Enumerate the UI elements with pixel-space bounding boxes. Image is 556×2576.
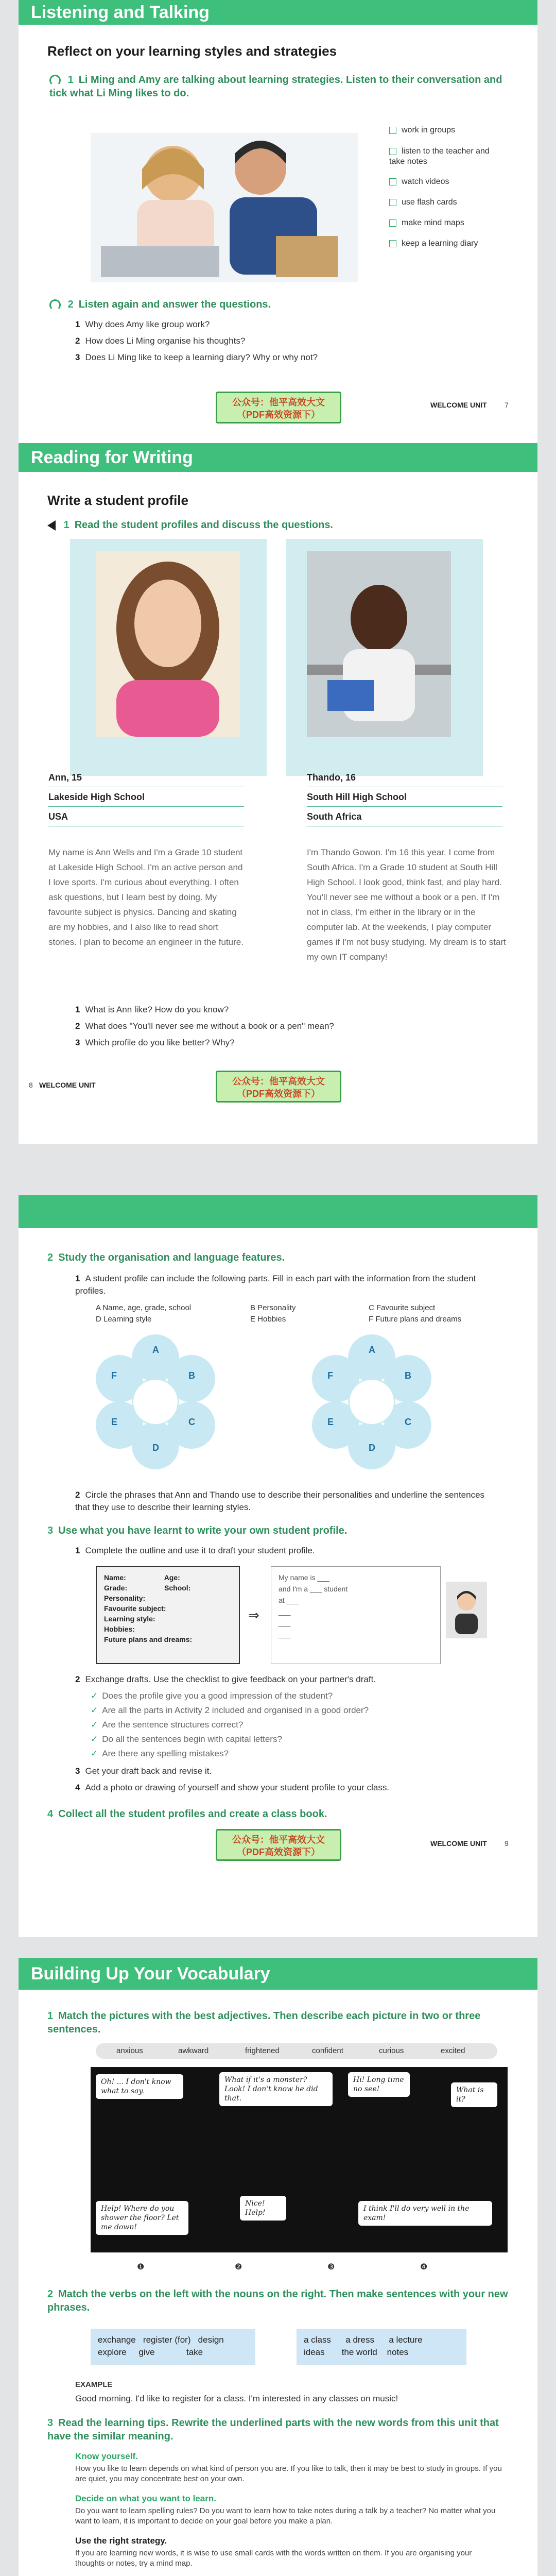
sub-item: 4 Add a photo or drawing of yourself and show your student profile to your class. <box>75 1783 390 1792</box>
profile-table-thando: Thando, 16 South Hill High School South Africa <box>307 768 502 826</box>
question-item: 2 What does "You'll never see me without a book or a pen" mean? <box>75 1021 334 1031</box>
checklist-item[interactable]: make mind maps <box>389 218 464 228</box>
checklist-item: ✓ Are there any spelling mistakes? <box>91 1749 229 1758</box>
arrow-icon: ⇒ <box>248 1607 259 1623</box>
speech-bubble: Help! Where do you shower the floor? Let me down! <box>96 2201 188 2235</box>
part-item: F Future plans and dreams <box>369 1315 462 1324</box>
speech-bubble: Hi! Long time no see! <box>348 2072 410 2097</box>
checklist-item: ✓ Do all the sentences begin with capital letters? <box>91 1734 282 1744</box>
part-item: C Favourite subject <box>369 1303 436 1312</box>
photo-ann <box>96 551 240 737</box>
outline-form[interactable]: Name: Age: Grade: School: Personality: Favourite subject: Learning style: Hobbies: Future plans and dreams: <box>96 1566 240 1664</box>
question-1: 1 Read the student profiles and discuss the questions. <box>47 519 333 531</box>
verbs-box: exchange register (for) design explore give take <box>91 2329 255 2365</box>
sub-item: 3 Get your draft back and revise it. <box>75 1766 212 1776</box>
question-1: 1 Li Ming and Amy are talking about learning strategies. Listen to their conversation and tick what Li Ming likes to do. <box>49 74 502 99</box>
part-item: D Learning style <box>96 1315 152 1324</box>
sub-item: 1 Complete the outline and use it to draft your student profile. <box>75 1546 315 1555</box>
example-text: Good morning. I'd like to register for a class. I'm interested in any classes on music! <box>75 2394 398 2403</box>
section-band: Building Up Your Vocabulary <box>19 1958 537 1990</box>
checklist-item[interactable]: watch videos <box>389 177 449 187</box>
footer-label: WELCOME UNIT <box>430 1839 487 1848</box>
question-2: 2 Match the verbs on the left with the nouns on the right. Then make sentences with your new phrases. <box>47 2289 508 2313</box>
tip-body: If you are learning new words, it is wise to use small cards with the words written on them. If you are organising your thoughts or notes, try a mind map. <box>75 2549 472 2568</box>
section-heading: Write a student profile <box>47 493 188 508</box>
part-item: B Personality <box>250 1303 296 1312</box>
checklist-item[interactable]: work in groups <box>389 126 455 135</box>
sub-item: 1 A student profile can include the following parts. Fill in each part with the information from the student profiles. <box>75 1274 476 1296</box>
avatar-icon <box>446 1582 487 1638</box>
speech-bubble: I think I'll do very well in the exam! <box>358 2201 492 2226</box>
section-band-blank <box>19 1195 537 1228</box>
speech-bubble: Oh! ... I don't know what to say. <box>96 2074 183 2099</box>
section-band: Listening and Talking <box>19 0 537 25</box>
part-item: E Hobbies <box>250 1315 286 1324</box>
comic-panel <box>91 2067 508 2252</box>
illustration-students <box>91 112 358 282</box>
example-label: EXAMPLE <box>75 2380 113 2389</box>
speech-bubble: Nice! Help! <box>240 2196 286 2221</box>
profile-table-ann: Ann, 15 Lakeside High School USA <box>48 768 244 826</box>
page-number: 9 <box>505 1839 509 1848</box>
question-1: 1 Match the pictures with the best adjectives. Then describe each picture in two or three sentences. <box>47 2010 481 2035</box>
checklist-item[interactable]: listen to the teacher and take notes <box>389 147 490 166</box>
watermark-stamp: 公众号：他平高效大文 （PDF高效资源下） <box>216 1071 341 1103</box>
section-heading: Reflect on your learning styles and strategies <box>47 43 337 59</box>
speaker-icon <box>47 520 56 531</box>
speech-bubble: What if it's a monster? Look! I don't know he did that. <box>219 2072 333 2106</box>
question-item: 1 What is Ann like? How do you know? <box>75 1005 229 1014</box>
checklist-item: ✓ Are the sentence structures correct? <box>91 1720 244 1730</box>
checklist-item: ✓ Does the profile give you a good impression of the student? <box>91 1691 333 1701</box>
question-item: 3 Does Li Ming like to keep a learning diary? Why or why not? <box>75 352 318 362</box>
question-2: 2 Listen again and answer the questions. <box>49 299 271 311</box>
question-item: 1 Why does Amy like group work? <box>75 319 210 329</box>
page-number: 7 <box>505 401 509 409</box>
speech-bubble: What is it? <box>451 2082 497 2107</box>
sub-item: 2 Circle the phrases that Ann and Thando use to describe their personalities and underline the sentences that they use to describe their learning styles. <box>75 1490 485 1512</box>
sub-item: 2 Exchange drafts. Use the checklist to give feedback on your partner's draft. <box>75 1674 376 1684</box>
page-reading <box>19 443 537 1144</box>
page-writing: 2 Study the organisation and language features. 1 A student profile can include the following parts. Fill in each part with the information from the student profiles. A Name, age, grade, school B Personality C Favourite subject D Learning style E Hobbies F Future plans and dreams A B C D E F A B C D E F 2 Circle the phrases that Ann and Thando use to describe their personalities and underline the sentences that they use to describe their learning styles. 3 Use what you have learnt to write your own student profile. 1 Complete the outline and use it to draft your student profile. Name: Age: Grade: School: Personality: Favourite subject: Learning style: Hobbies: Future plans and dreams: ⇒ My name is ___ and I'm a ___ student at ___ ___ ___ ___ 2 Exchange drafts. Use the checklist to give feedback on your partner's draft. ✓ Does the profile give you a good impression of the student? ✓ Are all the parts in Activity 2 included and organised in a good order? ✓ Are the sentence structures correct? ✓ Do all the sentences begin with capital letters? ✓ Are there any spelling mistakes? 3 Get your draft back and revise it. 4 Add a photo or drawing of yourself and show your student profile to your class. 4 Collect all the student profiles and create a class book. 公众号：他平高效大文 （PDF高效资源下） WELCOME UNIT 9 <box>19 1195 537 1937</box>
headphones-icon <box>49 299 61 311</box>
profile-text-ann: My name is Ann Wells and I'm a Grade 10 student at Lakeside High School. I'm an active person and I love sports. I'm curious about everything. I often ask questions, but I learn best by doing. My favourite subject is physics. Dancing and skating are my hobbies, and I also like to read short stories. I plan to become an engineer in the future. <box>48 848 244 947</box>
headphones-icon <box>49 75 61 86</box>
tip-title: Know yourself. <box>75 2451 138 2461</box>
draft-form[interactable]: My name is ___ and I'm a ___ student at ___ ___ ___ ___ <box>271 1566 441 1664</box>
page-number: 8 <box>29 1081 33 1089</box>
question-3: 3 Read the learning tips. Rewrite the underlined parts with the new words from this unit that have the similar meaning. <box>47 2417 499 2442</box>
checklist-item[interactable]: use flash cards <box>389 198 457 207</box>
question-item: 3 Which profile do you like better? Why? <box>75 1038 235 1047</box>
part-item: A Name, age, grade, school <box>96 1303 192 1312</box>
question-3: 3 Use what you have learnt to write your own student profile. <box>47 1525 348 1536</box>
tip-body: Do you want to learn spelling rules? Do you want to learn how to take notes during a talk by a teacher? No matter what you want to learn, it is important to decide on your goal before you make a plan. <box>75 2506 496 2526</box>
watermark-stamp: 公众号：他平高效大文 （PDF高效资源下） <box>216 1829 341 1861</box>
tip-title: Use the right strategy. <box>75 2536 167 2546</box>
profile-text-thando: I'm Thando Gowon. I'm 16 this year. I come from South Africa. I'm a Grade 10 student at South Hill High School. I look good, think fast, and play hard. You'll never see me without a book or a pen. If I'm not in class, I'm either in the library or in the computer lab. At the weekends, I play computer games if I'm not busy studying. My dream is to start my own IT company! <box>307 848 506 962</box>
nouns-box: a class a dress a lecture ideas the world notes <box>297 2329 466 2365</box>
question-2: 2 Study the organisation and language features. <box>47 1252 285 1263</box>
footer-label: WELCOME UNIT <box>39 1081 96 1089</box>
question-4: 4 Collect all the student profiles and create a class book. <box>47 1808 327 1820</box>
photo-thando <box>307 551 451 737</box>
tip-body: How you like to learn depends on what kind of person you are. If you like to talk, then it may be best to study in groups. If you are quiet, you may concentrate best on your own. <box>75 2464 502 2483</box>
checklist-item[interactable]: keep a learning diary <box>389 239 478 248</box>
tip-title: Decide on what you want to learn. <box>75 2494 216 2503</box>
footer-label: WELCOME UNIT <box>430 401 487 409</box>
page-vocabulary: Building Up Your Vocabulary 1 Match the pictures with the best adjectives. Then describe each picture in two or three sentences. anxious awkward frightened confident curious excited Oh! ... I don't know what to say. What if it's a monster? Look! I don't know he did that. Hi! Long time no see! What is it? Help! Where do you shower the floor? Let me down! Nice! Help! I think I'll do very well in the exam! ❶ ❷ ❸ ❹ 2 Match the verbs on the left with the nouns on the right. Then make sentences with your new phrases. exchange register (for) design explore give take a class a dress a lecture ideas the world notes EXAMPLE Good morning. I'd like to register for a class. I'm interested in any classes on music! 3 Read the learning tips. Rewrite the underlined parts with the new words from this unit that have the similar meaning. Know yourself. How you like to learn depends on what kind of person you are. If you like to talk, then it may be best to study in groups. If you are quiet, you may concentrate best on your own. Decide on what you want to learn. Do you want to learn spelling rules? Do you want to learn how to take notes during a talk by a teacher? No matter what you want to learn, it is important to decide on your goal before you make a plan. Use the right strategy. If you are learning new words, it is wise to use small cards with the words written on them. If you are organising your thoughts or notes, try a mind map. <box>19 1958 537 2576</box>
watermark-stamp: 公众号：他平高效大文 （PDF高效资源下） <box>216 392 341 423</box>
section-band: Reading for Writing <box>19 443 537 472</box>
checklist-item: ✓ Are all the parts in Activity 2 included and organised in a good order? <box>91 1705 369 1715</box>
adjective-bar: anxious awkward frightened confident curious excited <box>96 2043 497 2059</box>
question-item: 2 How does Li Ming organise his thoughts? <box>75 336 246 346</box>
